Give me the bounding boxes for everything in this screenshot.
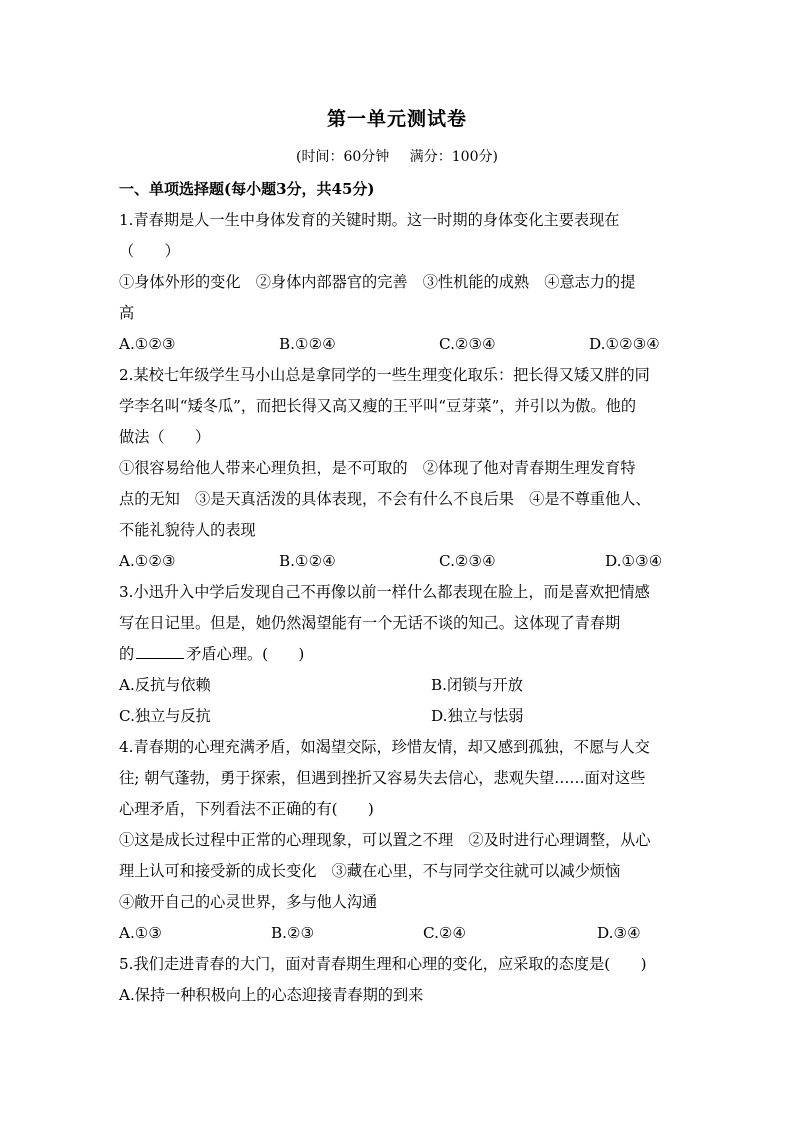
answer-blank[interactable] xyxy=(136,644,184,659)
question-4-statements-end: ④敞开自己的心灵世界，多与他人沟通 xyxy=(119,893,378,911)
question-3-options-row2 xyxy=(119,701,679,732)
exam-content xyxy=(119,174,679,1011)
question-2-stem: 2.某校七年级学生马小山总是拿同学的一些生理变化取乐：把长得又矮又胖的同 xyxy=(119,366,650,384)
question-2-statements: ①很容易给他人带来心理负担，是不可取的 ②体现了他对青春期生理发育特 xyxy=(119,459,636,477)
question-1-statements-cont: 高 xyxy=(119,304,135,322)
question-1-bracket: （ ） xyxy=(119,242,180,260)
question-3-stem-end xyxy=(119,639,679,670)
question-4-stem-end: 心理矛盾，下列看法不正确的有( ) xyxy=(119,800,374,818)
question-2 xyxy=(119,360,679,577)
question-3-options-row1 xyxy=(119,670,679,701)
question-1-statements: ①身体外形的变化 ②身体内部器官的完善 ③性机能的成熟 ④意志力的提 xyxy=(119,273,636,291)
question-3-stem: 3.小迅升入中学后发现自己不再像以前一样什么都表现在脸上，而是喜欢把情感 xyxy=(119,583,650,601)
option-a[interactable]: A.①②③ xyxy=(119,335,176,353)
question-4-stem: 4.青春期的心理充满矛盾，如渴望交际，珍惜友情，却又感到孤独，不愿与人交 xyxy=(119,738,650,756)
option-c[interactable]: C.②③④ xyxy=(439,552,496,570)
question-1 xyxy=(119,205,679,360)
option-d[interactable]: D.①③④ xyxy=(605,552,663,570)
question-2-stem-end: 做法（ ） xyxy=(119,428,211,446)
option-d[interactable]: D.③④ xyxy=(597,924,641,942)
option-b[interactable]: B.②③ xyxy=(271,924,315,942)
time-limit: (时间：60分钟 xyxy=(296,149,390,165)
option-d[interactable]: D.独立与怯弱 xyxy=(431,707,524,725)
question-4-statements: ①这是成长过程中正常的心理现象，可以置之不理 ②及时进行心理调整，从心 xyxy=(119,831,651,849)
question-2-statements-end: 不能礼貌待人的表现 xyxy=(119,521,256,539)
full-score: 满分：100分) xyxy=(409,149,498,165)
page-title: 第一单元测试卷 xyxy=(326,108,467,130)
question-2-options xyxy=(119,546,679,577)
question-3 xyxy=(119,577,679,732)
question-2-statements-cont: 点的无知 ③是天真活泼的具体表现，不会有什么不良后果 ④是不尊重他人、 xyxy=(119,490,651,508)
question-2-stem-cont: 学李名叫“矮冬瓜”，而把长得又高又瘦的王平叫“豆芽菜”，并引以为傲。他的 xyxy=(119,397,637,415)
question-4-options xyxy=(119,918,679,949)
option-b[interactable]: B.①②④ xyxy=(279,335,336,353)
option-c[interactable]: C.②④ xyxy=(423,924,467,942)
question-1-stem: 1.青春期是人一生中身体发育的关键时期。这一时期的身体变化主要表现在 xyxy=(119,211,620,229)
question-5-stem: 5.我们走进青春的大门，面对青春期生理和心理的变化，应采取的态度是( ) xyxy=(119,955,647,973)
question-4-stem-cont: 往; 朝气蓬勃，勇于探索，但遇到挫折又容易失去信心，悲观失望……面对这些 xyxy=(119,769,646,787)
question-4-statements-cont: 理上认可和接受新的成长变化 ③藏在心里，不与同学交往就可以减少烦恼 xyxy=(119,862,621,880)
option-c[interactable]: C.独立与反抗 xyxy=(119,707,211,725)
option-a[interactable]: A.反抗与依赖 xyxy=(119,676,211,694)
option-b[interactable]: B.①②④ xyxy=(279,552,336,570)
question-1-options xyxy=(119,329,679,360)
option-c[interactable]: C.②③④ xyxy=(439,335,496,353)
question-3-pre: 的 xyxy=(119,645,135,663)
question-3-post: 矛盾心理。( ) xyxy=(186,645,305,663)
option-a[interactable]: A.保持一种积极向上的心态迎接青春期的到来 xyxy=(119,986,424,1004)
page-subtitle xyxy=(0,146,794,166)
question-4 xyxy=(119,732,679,949)
option-b[interactable]: B.闭锁与开放 xyxy=(431,676,523,694)
question-5 xyxy=(119,949,679,1011)
section-title: 一、单项选择题(每小题3分，共45分) xyxy=(119,180,375,198)
question-3-stem-cont: 写在日记里。但是，她仍然渴望能有一个无话不谈的知己。这体现了青春期 xyxy=(119,614,621,632)
option-a[interactable]: A.①③ xyxy=(119,924,163,942)
option-a[interactable]: A.①②③ xyxy=(119,552,176,570)
option-d[interactable]: D.①②③④ xyxy=(589,335,660,353)
